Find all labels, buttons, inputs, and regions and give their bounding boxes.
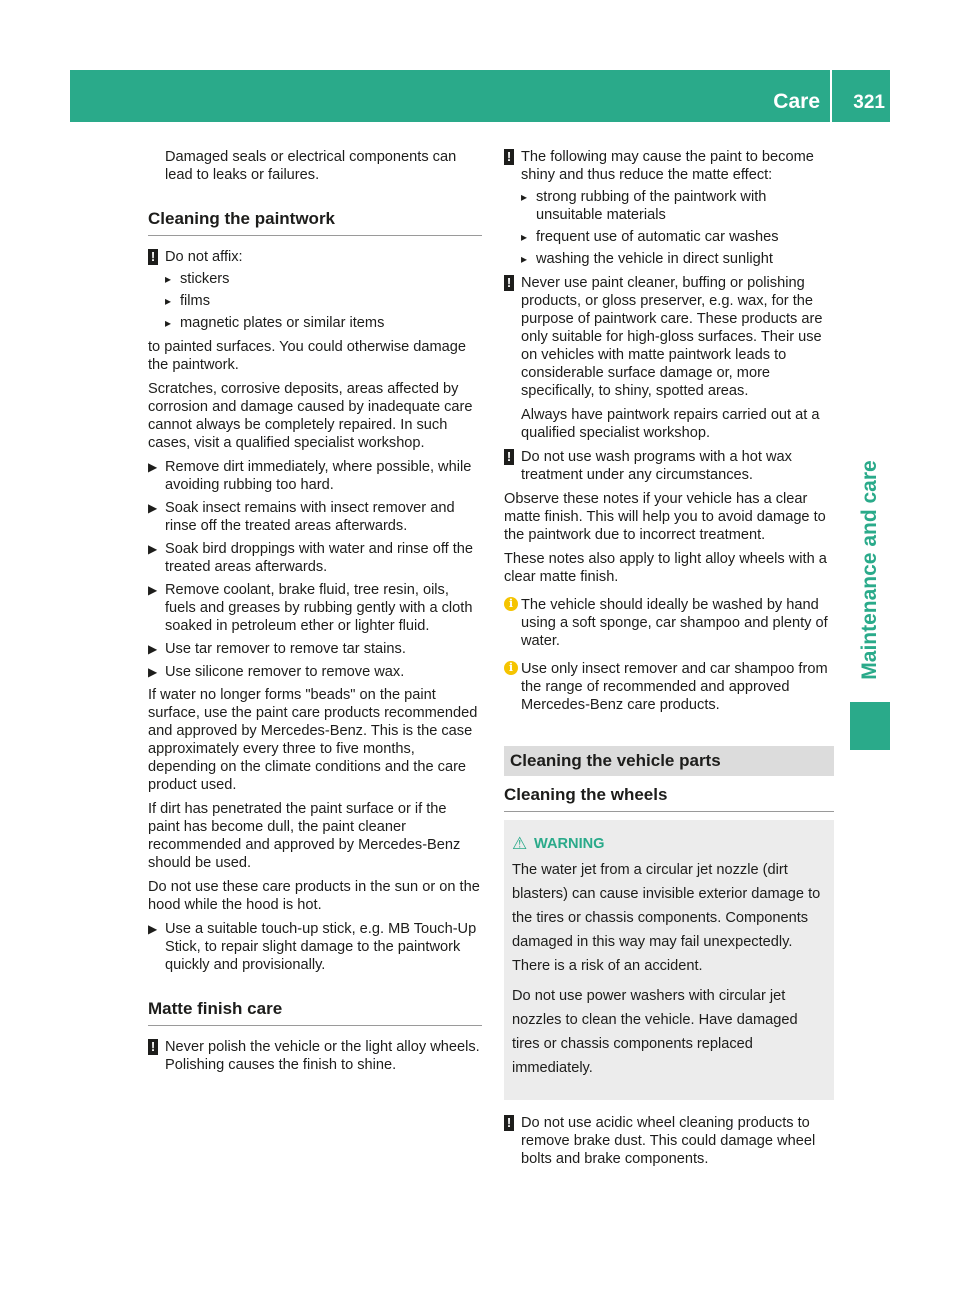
affix-list xyxy=(165,270,482,332)
header-divider xyxy=(830,70,832,122)
list-item: ▸ frequent use of automatic car washes xyxy=(521,228,834,246)
alloy-paragraph: These notes also apply to light alloy wheels with a clear matte finish. xyxy=(504,551,827,585)
acid-note-text: Do not use acidic wheel cleaning products to remove brake dust. This could damage wheel bolts and brake components. xyxy=(521,1115,816,1167)
exclamation-icon: ! xyxy=(504,1115,514,1131)
acid-note xyxy=(504,1114,834,1168)
info-note-products xyxy=(504,660,834,714)
affix-note-text: Do not affix: xyxy=(165,249,243,265)
info-note-text: The vehicle should ideally be washed by hand using a soft sponge, car shampoo and plenty of water. xyxy=(521,597,828,649)
shiny-list xyxy=(521,188,834,268)
exclamation-icon: ! xyxy=(504,149,514,165)
list-item: ▸ stickers xyxy=(165,270,482,288)
shiny-note-text: The following may cause the paint to become shiny and thus reduce the matte effect: xyxy=(521,149,814,183)
wax-note xyxy=(504,448,834,484)
exclamation-icon: ! xyxy=(148,249,158,265)
page-header-bar xyxy=(70,70,890,122)
section-title: Care xyxy=(773,90,820,113)
info-icon: i xyxy=(504,661,518,675)
warning-box xyxy=(504,820,834,1100)
left-column xyxy=(148,148,482,1080)
scratch-paragraph: Scratches, corrosive deposits, areas affected by corrosion and damage caused by inadequate care cannot always be completely repaired. In such cases, visit a qualified specialist workshop. xyxy=(148,381,473,451)
cleaning-steps xyxy=(148,458,482,681)
step-arrow-icon: ▶ xyxy=(148,501,158,515)
step-item: ▶ Soak insect remains with insect remover and rinse off the treated areas afterwards. xyxy=(148,500,455,534)
warning-text-2: Do not use power washers with circular jet nozzles to clean the vehicle. Have damaged tires or chassis components replaced immediately. xyxy=(512,988,798,1076)
polish-note xyxy=(148,1038,482,1074)
info-icon: i xyxy=(504,597,518,611)
cleaner-note-text-2: Always have paintwork repairs carried out at a qualified specialist workshop. xyxy=(521,407,820,441)
list-item: ▸ strong rubbing of the paintwork with unsuitable materials xyxy=(521,188,834,224)
step-item: ▶ Use silicone remover to remove wax. xyxy=(148,664,405,680)
affix-note xyxy=(148,248,482,332)
exclamation-icon: ! xyxy=(504,275,514,291)
warning-text-1: The water jet from a circular jet nozzle (dirt blasters) can cause invisible exterior damage to the tires or chassis components. Components damaged in this way may fail unexpectedly. There is a risk of an accident. xyxy=(512,862,821,974)
chapter-label: Maintenance and care xyxy=(858,460,881,680)
right-column xyxy=(504,148,834,1174)
exclamation-icon: ! xyxy=(148,1039,158,1055)
warning-title: ⚠ WARNING xyxy=(512,832,826,856)
step-arrow-icon: ▶ xyxy=(148,922,158,936)
heading-cleaning-paintwork: Cleaning the paintwork xyxy=(148,210,482,236)
warning-triangle-icon: ⚠ xyxy=(512,834,528,853)
step-item: ▶ Use a suitable touch-up stick, e.g. MB Touch-Up Stick, to repair slight damage to the paintwork quickly and provisionally. xyxy=(148,921,477,973)
step-item: ▶ Use tar remover to remove tar stains. xyxy=(148,641,406,657)
list-item: ▸ magnetic plates or similar items xyxy=(165,314,482,332)
chapter-marker xyxy=(850,702,890,750)
cleaner-note xyxy=(504,274,834,442)
info-note-wash xyxy=(504,596,834,650)
observe-paragraph: Observe these notes if your vehicle has a clear matte finish. This will help you to avoid damage to the paintwork due to incorrect treatment. xyxy=(504,491,826,543)
step-arrow-icon: ▶ xyxy=(148,642,158,656)
polish-note-text: Never polish the vehicle or the light alloy wheels. Polishing causes the finish to shine. xyxy=(165,1039,480,1073)
page-number: 321 xyxy=(853,92,885,113)
heading-cleaning-vehicle-parts: Cleaning the vehicle parts xyxy=(504,746,834,776)
beads-paragraph: If water no longer forms "beads" on the paint surface, use the paint care products recommended and approved by Mercedes-Benz. This is the case approximately every three to five months, depending on the climate conditions and the care product used. xyxy=(148,687,478,793)
heading-cleaning-wheels: Cleaning the wheels xyxy=(504,786,834,812)
step-arrow-icon: ▶ xyxy=(148,542,158,556)
step-arrow-icon: ▶ xyxy=(148,583,158,597)
exclamation-icon: ! xyxy=(504,449,514,465)
step-arrow-icon: ▶ xyxy=(148,460,158,474)
intro-paragraph: Damaged seals or electrical components can lead to leaks or failures. xyxy=(165,149,457,183)
chapter-side-tab xyxy=(850,440,890,700)
touchup-steps xyxy=(148,920,482,974)
cleaner-note-text: Never use paint cleaner, buffing or polishing products, or gloss preserver, e.g. wax, for the purpose of paintwork care. These products are only suitable for high-gloss surfaces. Their use on vehicles with matte paintwork leads to considerable surface damage or, more specifically, to shiny, spotted areas. xyxy=(521,275,823,399)
list-item: ▸ films xyxy=(165,292,482,310)
step-item: ▶ Remove coolant, brake fluid, tree resin, oils, fuels and greases by rubbing gently with a cloth soaked in petroleum ether or lighter fluid. xyxy=(148,582,473,634)
wax-note-text: Do not use wash programs with a hot wax treatment under any circumstances. xyxy=(521,449,792,483)
step-item: ▶ Soak bird droppings with water and rinse off the treated areas afterwards. xyxy=(148,541,474,575)
sun-paragraph: Do not use these care products in the sun or on the hood while the hood is hot. xyxy=(148,879,480,913)
list-item: ▸ washing the vehicle in direct sunlight xyxy=(521,250,834,268)
heading-matte-finish: Matte finish care xyxy=(148,1000,482,1026)
info-note-text: Use only insect remover and car shampoo from the range of recommended and approved Mercedes-Benz care products. xyxy=(521,661,828,713)
step-item: ▶ Remove dirt immediately, where possible, while avoiding rubbing too hard. xyxy=(148,459,472,493)
affix-tail: to painted surfaces. You could otherwise damage the paintwork. xyxy=(148,339,467,373)
step-arrow-icon: ▶ xyxy=(148,665,158,679)
shiny-note xyxy=(504,148,834,268)
dirt-paragraph: If dirt has penetrated the paint surface or if the paint has become dull, the paint cleaner recommended and approved by Mercedes-Benz should be used. xyxy=(148,801,461,871)
